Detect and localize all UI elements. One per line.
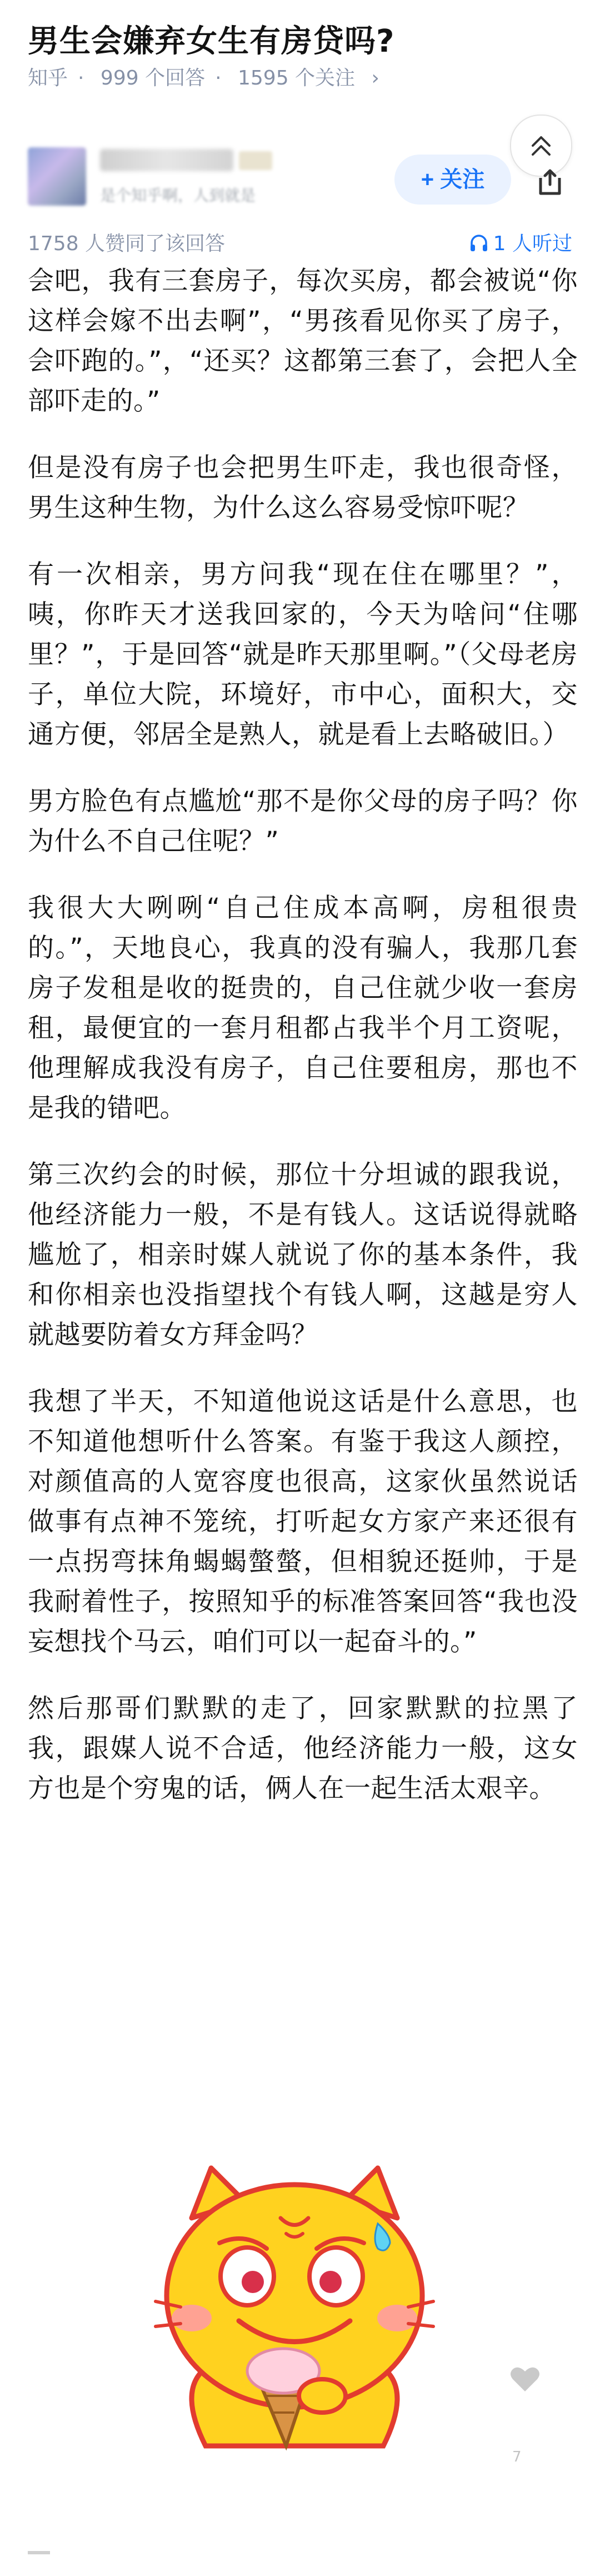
author-bio: 是个知乎啊，人到就是 xyxy=(100,186,256,203)
follow-button[interactable]: + 关注 xyxy=(394,155,511,205)
cat-sticker-image[interactable] xyxy=(139,2135,450,2468)
answer-paragraph: 男方脸色有点尴尬“那不是你父母的房子吗？你为什么不自己住呢？” xyxy=(28,786,578,857)
question-title[interactable]: 男生会嫌弃女生有房贷吗? xyxy=(28,23,395,59)
author-name[interactable] xyxy=(100,149,233,171)
listen-count[interactable] xyxy=(469,228,572,256)
answer-paragraph: 我很大大咧咧“自己住成本高啊，房租很贵的。”，天地良心，我真的没有骗人，我那几套房子发租是收的挺贵的，自己住就少收一套房租，最便宜的一套月租都占我半个月工资呢，他理解成我没有房子，自己住要租房，那也不是我的错吧。 xyxy=(28,893,578,1123)
heart-icon[interactable] xyxy=(508,2363,542,2396)
answer-paragraph: 有一次相亲，男方问我“现在住在哪里？”，咦，你昨天才送我回家的，今天为啥问“住哪里？”，于是回答“就是昨天那里啊。”（父母老房子，单位大院，环境好，市中心，面积大，交通方便，邻居全是熟人，就是看上去略破旧。） xyxy=(28,559,578,750)
answer-paragraph: 我想了半天，不知道他说这话是什么意思，也不知道他想听什么答案。有鉴于我这人颜控，对颜值高的人宽容度也很高，这家伙虽然说话做事有点神不笼统，打听起女方家产来还很有一点拐弯抹角蝎蝎螫螫，但相貌还挺帅，于是我耐着性子，按照知乎的标准答案回答“我也没妄想找个马云，咱们可以一起奋斗的。” xyxy=(28,1386,578,1657)
answer-paragraph: 会吧，我有三套房子，每次买房，都会被说“你这样会嫁不出去啊”，“男孩看见你买了房子，会吓跑的。”，“还买？这都第三套了，会把人全部吓走的。” xyxy=(28,266,578,416)
answer-paragraph: 然后那哥们默默的走了，回家默默的拉黑了我，跟媒人说不合适，他经济能力一般，这女方也是个穷鬼的话，俩人在一起生活太艰辛。 xyxy=(28,1693,578,1804)
headphones-icon xyxy=(469,233,489,253)
listen-label: 1 人听过 xyxy=(493,232,572,255)
like-stats: 1758 人赞同了该回答 xyxy=(28,232,226,255)
question-header xyxy=(0,0,600,120)
author-badge xyxy=(239,151,272,170)
like-count: 7 xyxy=(512,2449,522,2465)
answer-paragraph: 第三次约会的时候，那位十分坦诚的跟我说，他经济能力一般，不是有钱人。这话说得就略尴尬了，相亲时媒人就说了你的基本条件，我和你相亲也没指望找个有钱人啊，这越是穷人就越要防着女方拜金吗？ xyxy=(28,1160,578,1350)
avatar[interactable] xyxy=(28,147,86,206)
answer-count: 999 个回答 xyxy=(100,67,206,89)
answer-body xyxy=(28,261,578,1836)
chevron-right-icon: › xyxy=(371,67,379,89)
bottom-indicator xyxy=(28,2549,50,2557)
share-icon[interactable] xyxy=(531,161,569,200)
question-meta[interactable]: 知乎 · 999 个回答 · 1595 个关注 › xyxy=(28,67,379,89)
chevron-up-icon xyxy=(527,129,555,162)
follower-count: 1595 个关注 xyxy=(238,67,356,89)
answer-paragraph: 但是没有房子也会把男生吓走，我也很奇怪，男生这种生物，为什么这么容易受惊吓呢？ xyxy=(28,452,578,523)
source-label: 知乎 xyxy=(28,67,68,89)
